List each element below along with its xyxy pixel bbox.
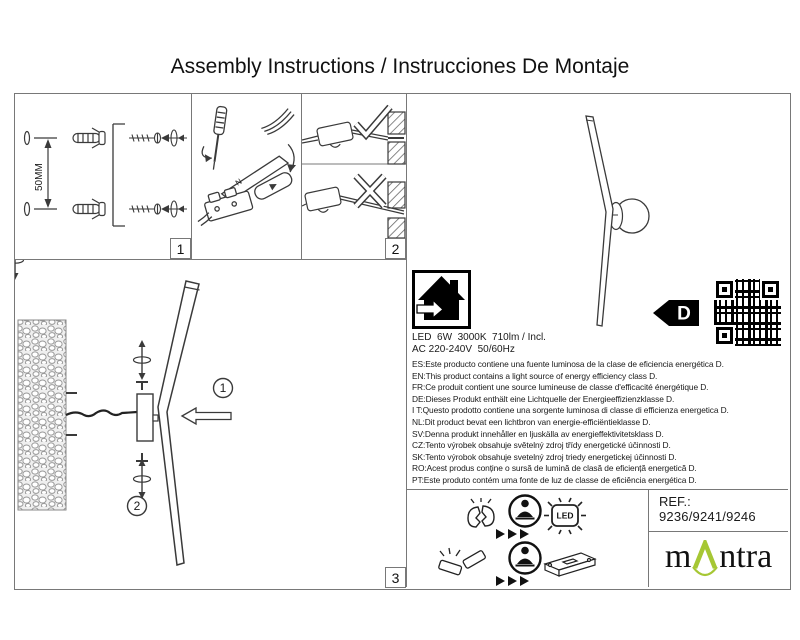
- language-lines: [412, 359, 788, 487]
- dimension-label: 50MM: [34, 163, 45, 191]
- indoor-use-house-icon: [412, 270, 471, 329]
- brand-logo: [664, 537, 773, 580]
- connector-box-icon: [317, 122, 355, 151]
- wall-hatch: [388, 142, 405, 164]
- qr-finder: [716, 281, 733, 298]
- lang-es: ES:Este producto contiene una fuente luminosa de la clase de eficiencia energética D.: [412, 359, 724, 369]
- svg-text:1: 1: [219, 381, 227, 395]
- wall-hatch: [388, 182, 405, 208]
- broken-lamp-icon: [462, 498, 500, 534]
- spec-voltage: AC 220-240V 50/60Hz: [412, 344, 515, 355]
- lang-it: I T:Questo prodotto contiene una sorgente luminosa di classe di efficienza energetica D.: [412, 405, 729, 416]
- wall-hatch: [388, 112, 405, 134]
- wall-hatch: [388, 218, 405, 238]
- panel-number-2: 2: [385, 238, 406, 259]
- panel3-mounting-diagram: [15, 260, 406, 587]
- spec-power: LED 6W 3000K 710lm / Incl.: [412, 332, 546, 343]
- panel-number-3: 3: [385, 567, 406, 588]
- svg-text:2: 2: [133, 499, 141, 513]
- page-title: Assembly Instructions / Instrucciones De Montaje: [170, 55, 630, 78]
- wall-hole-icon: [25, 132, 30, 145]
- lang-ro: RO:Acest produs conține o sursă de lumină de clasă de eficiență energetică D.: [412, 463, 697, 474]
- wall-plug-icon: [73, 128, 105, 148]
- mounting-bracket: [137, 394, 153, 441]
- brand-box: [649, 532, 788, 587]
- led-light-source-icon: [542, 496, 588, 536]
- spec-text-block: [412, 332, 788, 487]
- ref-label: REF.:: [659, 494, 691, 509]
- lang-pt: PT:Este produto contém uma fonte de luz de classe de eficiência energética D.: [412, 474, 697, 485]
- grid-divider: [406, 94, 407, 587]
- energy-class-d-badge: [651, 298, 701, 328]
- check-mark: [356, 107, 390, 135]
- ref-numbers: 9236/9241/9246: [659, 509, 756, 524]
- svg-text:D: D: [677, 303, 691, 325]
- wall-hole-icon: [25, 203, 30, 216]
- lamp-rod: [158, 281, 199, 565]
- driver-module-icon: [539, 550, 599, 580]
- triple-arrow-icon: [496, 575, 530, 587]
- panel1-drill-anchor-diagram: [15, 94, 191, 259]
- insert-arrow: [182, 408, 231, 424]
- brand-part1: m: [664, 537, 692, 575]
- power-cable: [66, 411, 137, 417]
- lang-en: EN:This product contains a light source of energy efficiency class D.: [412, 370, 658, 381]
- instruction-sheet-frame: [14, 93, 791, 590]
- lamp-rod: [586, 116, 613, 326]
- connector-box-icon: [305, 187, 343, 216]
- wall-section: [18, 320, 66, 510]
- panel2-correct-incorrect-diagram: [302, 94, 406, 259]
- lang-fr: FR:Ce produit contient une source lumineuse de classe d'efficacité énergétique D.: [412, 382, 709, 393]
- lang-cz: CZ:Tento výrobek obsahuje světelný zdroj třídy energetické účinnosti D.: [412, 440, 671, 451]
- qr-finder: [762, 281, 779, 298]
- brand-part2: ntra: [719, 537, 773, 575]
- cross-mark: [356, 176, 384, 206]
- brand-caret-icon: [692, 540, 718, 580]
- broken-driver-icon: [436, 544, 491, 579]
- lang-sv: SV:Denna produkt innehåller en ljuskälla av energieffektivitetsklass D.: [412, 428, 664, 439]
- terminal-n-label: N: [233, 176, 244, 188]
- professional-installer-icon: [507, 540, 543, 576]
- professional-installer-icon: [507, 493, 543, 529]
- screw-symbol: [15, 260, 24, 280]
- lang-de: DE:Dieses Produkt enthält eine Lichtquelle der Energieeffizienzklasse D.: [412, 393, 675, 404]
- triple-arrow-icon: [496, 528, 530, 540]
- lang-nl: NL:Dit product bevat een lichtbron van energie-efficiëntieklasse D.: [412, 416, 651, 427]
- reference-box: [649, 490, 788, 531]
- screwdriver-icon: [208, 106, 227, 170]
- panel2-wiring-diagram: [192, 94, 301, 259]
- panel-number-1: 1: [170, 238, 191, 259]
- lamp-overview-drawing: [556, 96, 666, 331]
- svg-text:LED: LED: [556, 510, 574, 521]
- lang-sk: SK:Tento výrobok obsahuje svetelný zdroj triedy energetickej účinnosti D.: [412, 451, 677, 462]
